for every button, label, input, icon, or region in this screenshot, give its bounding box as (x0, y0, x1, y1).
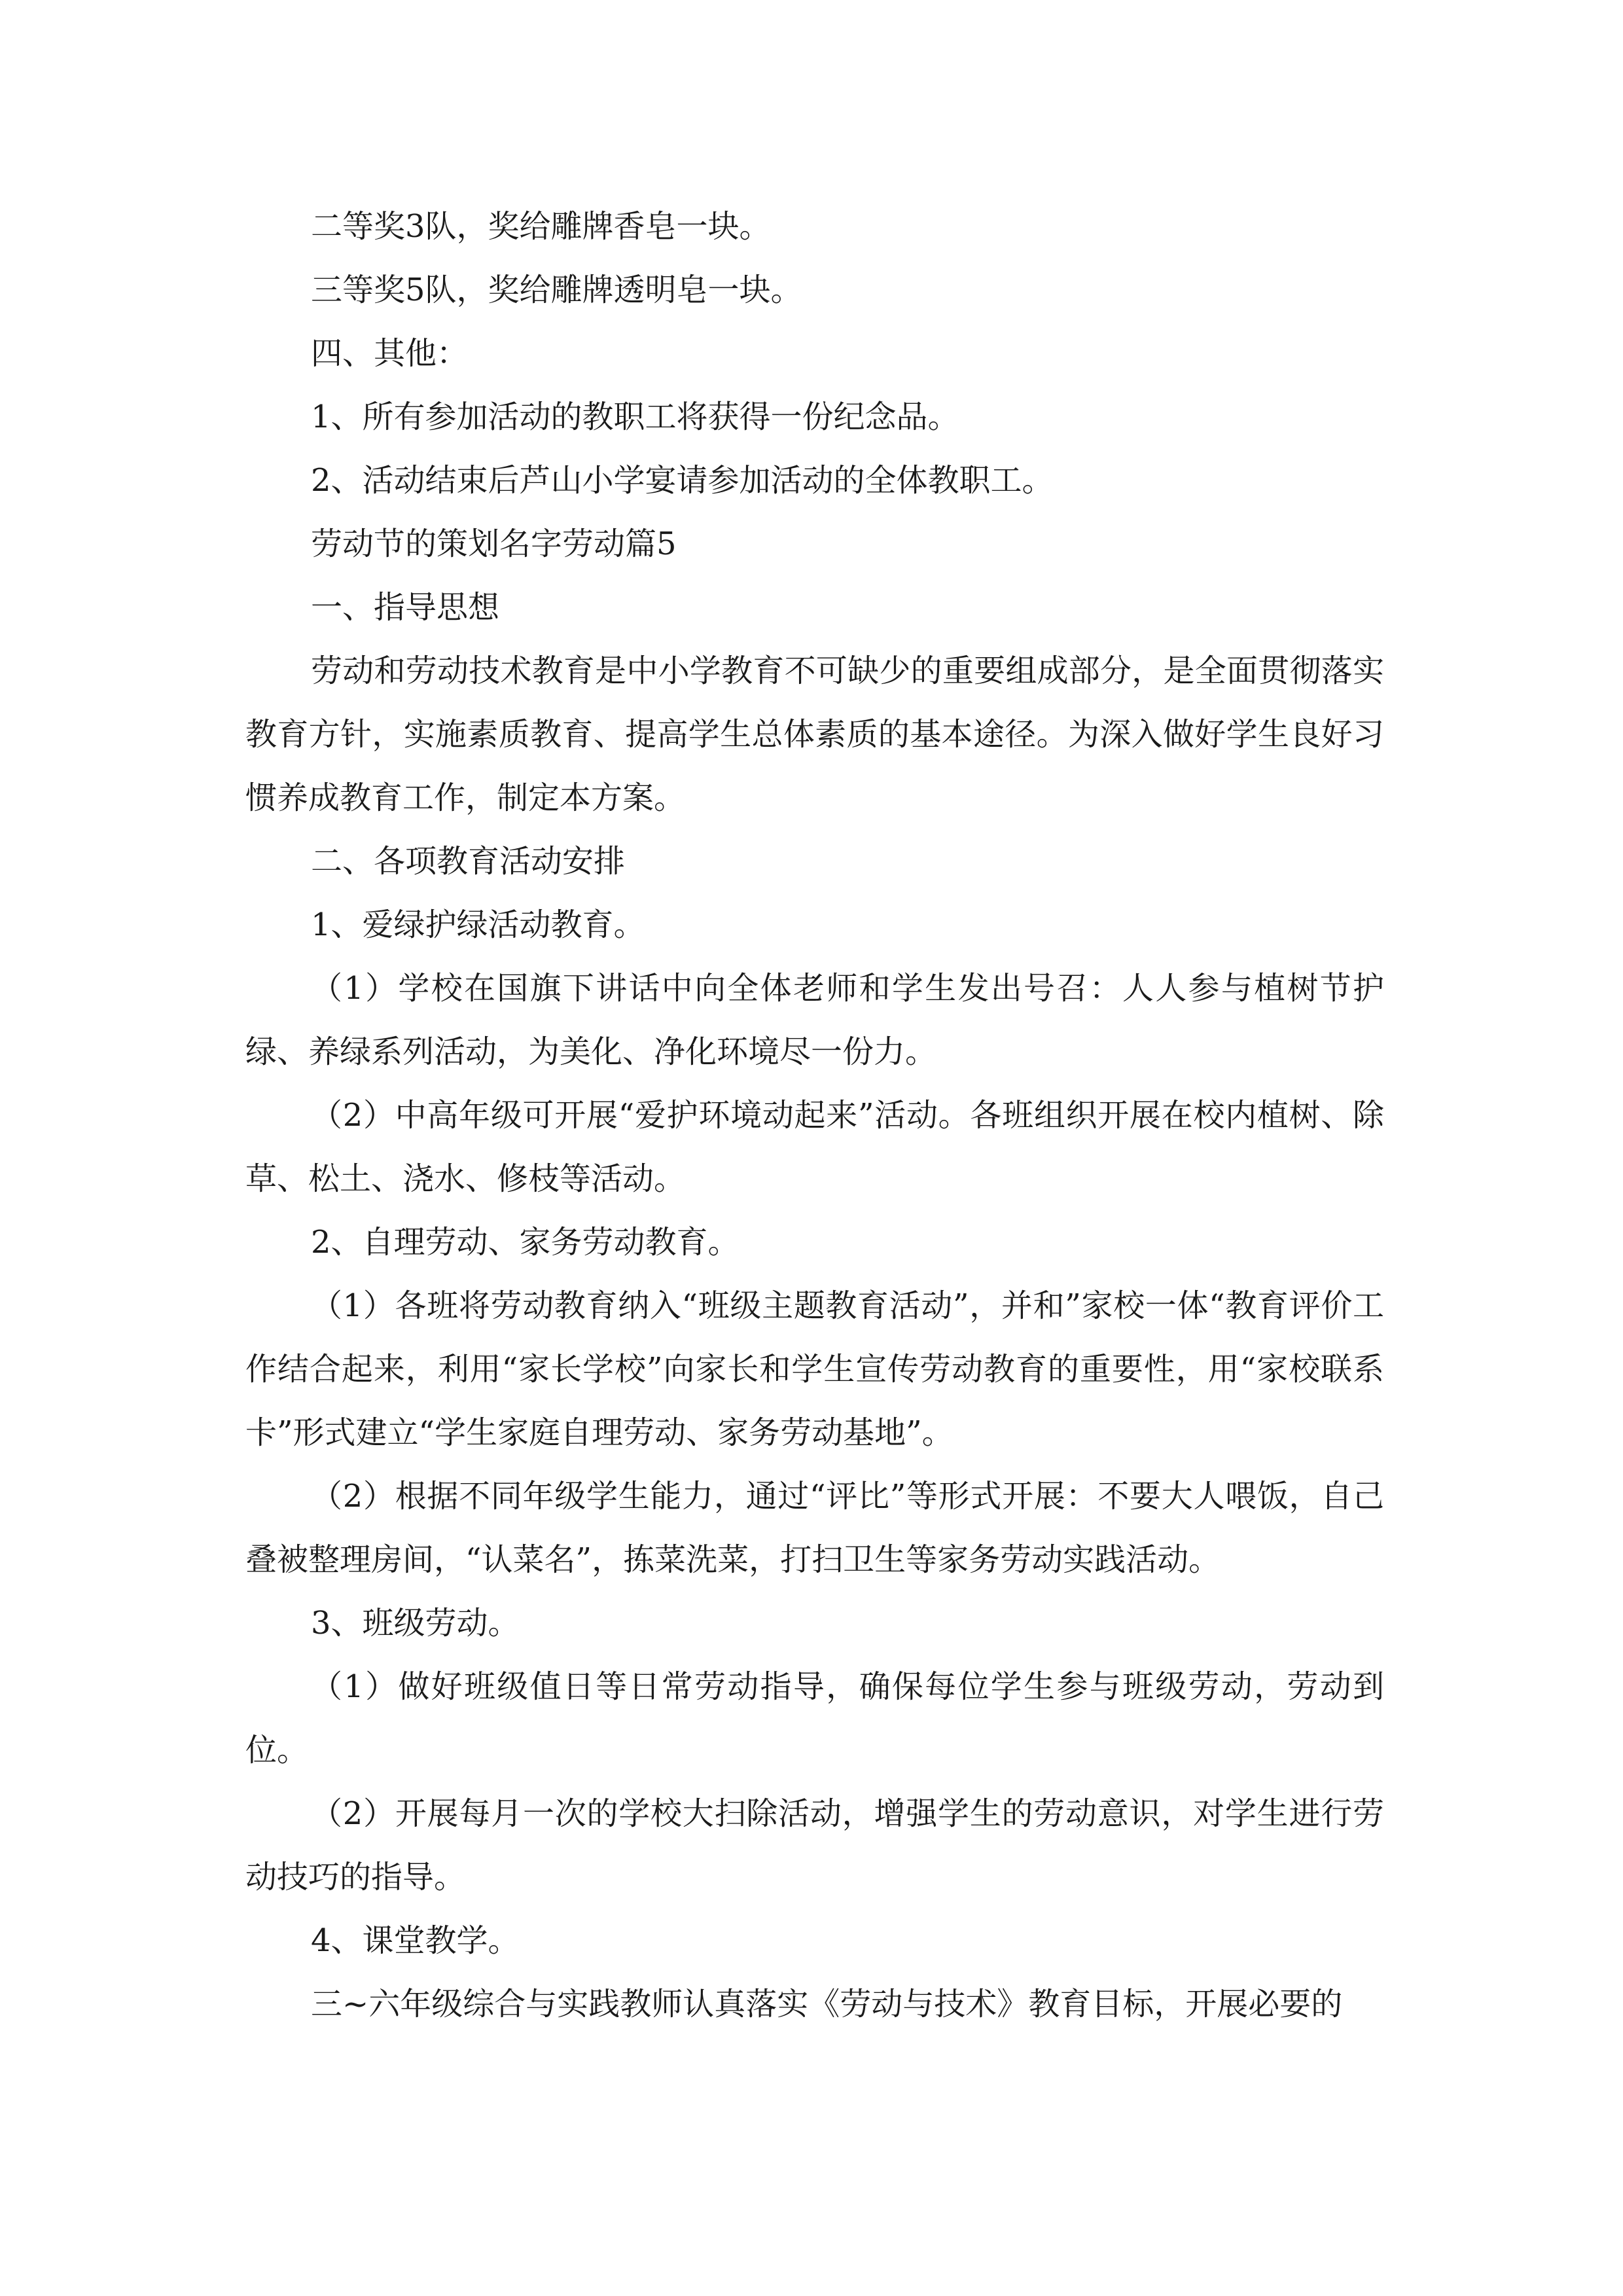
subsection-heading: 1、爱绿护绿活动教育。 (311, 906, 645, 943)
paragraph: （2）根据不同年级学生能力，通过“评比”等形式开展：不要大人喂饭，自己叠被整理房间，“认菜名”，拣菜洗菜，打扫卫生等家务劳动实践活动。 (245, 1478, 1384, 1578)
paragraph: 三等奖5队，奖给雕牌透明皂一块。 (311, 272, 802, 308)
paragraph: 1、所有参加活动的教职工将获得一份纪念品。 (311, 399, 959, 435)
section-heading: 四、其他： (311, 335, 469, 372)
document-body (245, 195, 1384, 2036)
paragraph: （2）中高年级可开展“爱护环境动起来”活动。各班组织开展在校内植树、除草、松土、浇水、修枝等活动。 (245, 1097, 1384, 1197)
subsection-heading: 2、自理劳动、家务劳动教育。 (311, 1224, 740, 1261)
paragraph: （1）学校在国旗下讲话中向全体老师和学生发出号召：人人参与植树节护绿、养绿系列活动，为美化、净化环境尽一份力。 (245, 970, 1384, 1070)
paragraph: 劳动和劳动技术教育是中小学教育不可缺少的重要组成部分，是全面贯彻落实教育方针，实施素质教育、提高学生总体素质的基本途径。为深入做好学生良好习惯养成教育工作，制定本方案。 (245, 653, 1384, 816)
section-heading: 一、指导思想 (311, 589, 500, 626)
paragraph: 2、活动结束后芦山小学宴请参加活动的全体教职工。 (311, 462, 1054, 499)
subsection-heading: 3、班级劳动。 (311, 1605, 520, 1641)
section-heading: 二、各项教育活动安排 (311, 843, 626, 880)
paragraph: 二等奖3队，奖给雕牌香皂一块。 (311, 208, 771, 245)
paragraph: 三~六年级综合与实践教师认真落实《劳动与技术》教育目标，开展必要的 (311, 1986, 1343, 2022)
article-title: 劳动节的策划名字劳动篇5 (311, 526, 677, 562)
paragraph: （1）各班将劳动教育纳入“班级主题教育活动”，并和”家校一体“教育评价工作结合起来，利用“家长学校”向家长和学生宣传劳动教育的重要性，用“家校联系卡”形式建立“学生家庭自理劳动、家务劳动基地”。 (245, 1287, 1384, 1451)
paragraph: （1）做好班级值日等日常劳动指导，确保每位学生参与班级劳动，劳动到位。 (245, 1668, 1384, 1768)
paragraph: （2）开展每月一次的学校大扫除活动，增强学生的劳动意识，对学生进行劳动技巧的指导。 (245, 1795, 1384, 1895)
subsection-heading: 4、课堂教学。 (311, 1922, 520, 1959)
